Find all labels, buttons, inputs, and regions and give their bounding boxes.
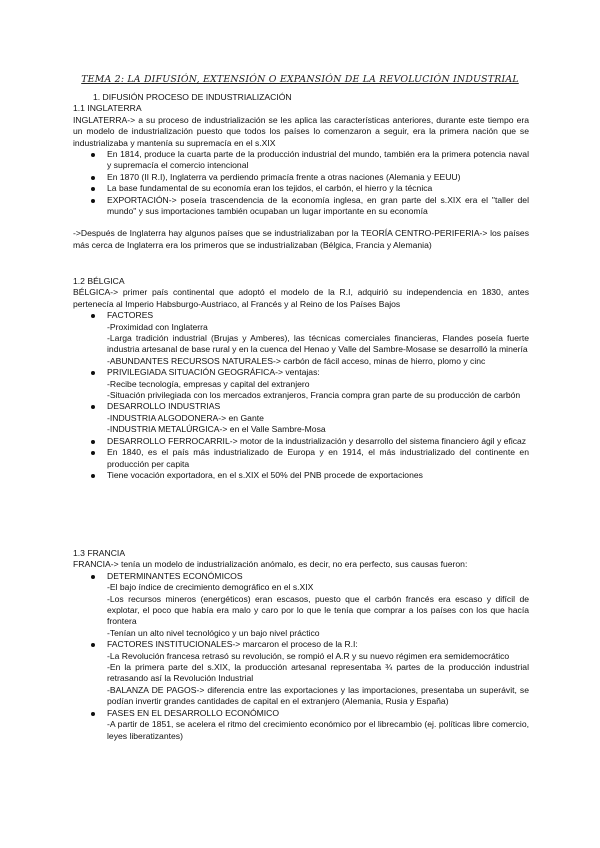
sub-item: -A partir de 1851, se acelera el ritmo del crecimiento económico por el librecambio (ej. políticas libre comercio, leyes liberatizantes) — [107, 719, 529, 741]
list-item: Tiene vocación exportadora, en el s.XIX el 50% del PNB procede de exportaciones — [73, 470, 529, 481]
section-inglaterra — [73, 92, 529, 251]
sub-item: -El bajo índice de crecimiento demográfico en el s.XIX — [107, 582, 314, 593]
bullet-list — [73, 310, 529, 481]
sub-item: -INDUSTRIA METALÚRGICA-> en el Valle Sambre-Mosa — [107, 424, 326, 435]
list-item: En 1840, es el país más industrializado de Europa y en 1914, el más industrializado del continente en producción per capita — [73, 447, 529, 470]
section-francia — [73, 548, 529, 742]
subsection-heading: 1.3 FRANCIA — [73, 548, 126, 558]
sub-item: -Situación privilegiada con los mercados extranjeros, Francia compra gran parte de su producción de carbón — [107, 390, 521, 401]
sub-item: -Larga tradición industrial (Brujas y Amberes), las técnicas comerciales financieras, Flandes poseía fuerte industria artesanal de base rural y en la cuenca del Henao y Valle del Sambre-Mosase se desarrolló la minería — [107, 333, 529, 355]
sub-item: -Recibe tecnología, empresas y capital del extranjero — [107, 378, 310, 389]
list-item: En 1870 (II R.I), Inglaterra va perdiendo primacía frente a otras naciones (Alemania y EEUU) — [73, 172, 529, 183]
list-item-title: FACTORES — [107, 310, 154, 321]
list-item: DETERMINANTES ECONÓMICOS — [73, 571, 529, 582]
list-item: PRIVILEGIADA SITUACIÓN GEOGRÁFICA-> ventajas: — [73, 367, 529, 378]
list-item: EXPORTACIÓN-> poseía trascendencia de la economía inglesa, en gran parte del s.XIX era el "taller del mundo" y sus importaciones también ocupaban un lugar importante en su economía — [73, 195, 529, 218]
sub-item: -ABUNDANTES RECURSOS NATURALES-> carbón de fácil acceso, minas de hierro, plomo y cinc — [107, 355, 486, 366]
list-item: DESARROLLO INDUSTRIAS — [73, 401, 529, 412]
list-item: La base fundamental de su economía eran los tejidos, el carbón, el hierro y la técnica — [73, 183, 529, 194]
list-item: FACTORES INSTITUCIONALES-> marcaron el proceso de la R.I: — [73, 639, 529, 650]
sub-item: -Los recursos mineros (energéticos) eran escasos, puesto que el carbón francés era escaso y difícil de explotar, el poco que había era malo y caro por lo que le tenía que comprar a los países con los que hacía frontera — [107, 593, 529, 627]
sub-item: -Tenían un alto nivel tecnológico y un bajo nivel práctico — [107, 627, 320, 638]
sub-item: -En la primera parte del s.XIX, la producción artesanal representaba ¾ partes de la producción industrial retrasando así la Revolución Industrial — [107, 662, 529, 684]
paragraph: ->Después de Inglaterra hay algunos países que se industrializaban por la TEORÍA CENTRO-PERIFERIA-> los países más cerca de Inglaterra era los primeros que se industrializaban (Bélgica, Francia y Alemania) — [73, 228, 529, 250]
paragraph: INGLATERRA-> a su proceso de industrialización se les aplica las características anteriores, durante este tiempo era un modelo de industrialización puesto que todos los países lo comenzaron a seguir, era la primera nación que se industrializaba y mantenía su supremacía en el s.XIX — [73, 114, 529, 148]
sub-item: -BALANZA DE PAGOS-> diferencia entre las exportaciones y las importaciones, presentaba un superávit, se podían invertir grandes cantidades de capital en el extranjero (Alemania, Rusia y España) — [107, 684, 529, 707]
sub-item: -INDUSTRIA ALGODONERA-> en Gante — [107, 412, 264, 423]
sub-item: -Proximidad con Inglaterra — [107, 321, 208, 332]
list-item: FASES EN EL DESARROLLO ECONÓMICO — [73, 708, 529, 719]
sub-item: -La Revolución francesa retrasó su revolución, se rompió el A.R y su nuevo régimen era semidemocrático — [107, 650, 510, 661]
section-belgica — [73, 276, 529, 481]
subsection-heading: 1.2 BÉLGICA — [73, 276, 125, 286]
paragraph: BÉLGICA-> primer país continental que adoptó el modelo de la R.I, adquirió su independencia en 1830, antes pertenecía al Imperio Habsburgo-Austriaco, al Francés y al Reino de los Países Bajos — [73, 287, 529, 309]
bullet-list — [73, 149, 529, 217]
list-item: DESARROLLO FERROCARRIL-> motor de la industrialización y desarrollo del sistema financiero ágil y eficaz — [73, 436, 529, 447]
document-title: TEMA 2: LA DIFUSIÓN, EXTENSIÓN O EXPANSIÓN DE LA REVOLUCIÓN INDUSTRIAL — [81, 74, 519, 85]
subsection-heading: 1.1 INGLATERRA — [73, 103, 142, 114]
bullet-list — [73, 571, 529, 742]
list-item: En 1814, produce la cuarta parte de la producción industrial del mundo, también era la primera potencia naval y supremacía el comercio intencional — [73, 149, 529, 172]
section-heading: 1. DIFUSIÓN PROCESO DE INDUSTRIALIZACIÓN — [93, 92, 292, 102]
list-item — [73, 310, 529, 321]
paragraph: FRANCIA-> tenía un modelo de industrialización anómalo, es decir, no era perfecto, sus causas fueron: — [73, 559, 468, 570]
